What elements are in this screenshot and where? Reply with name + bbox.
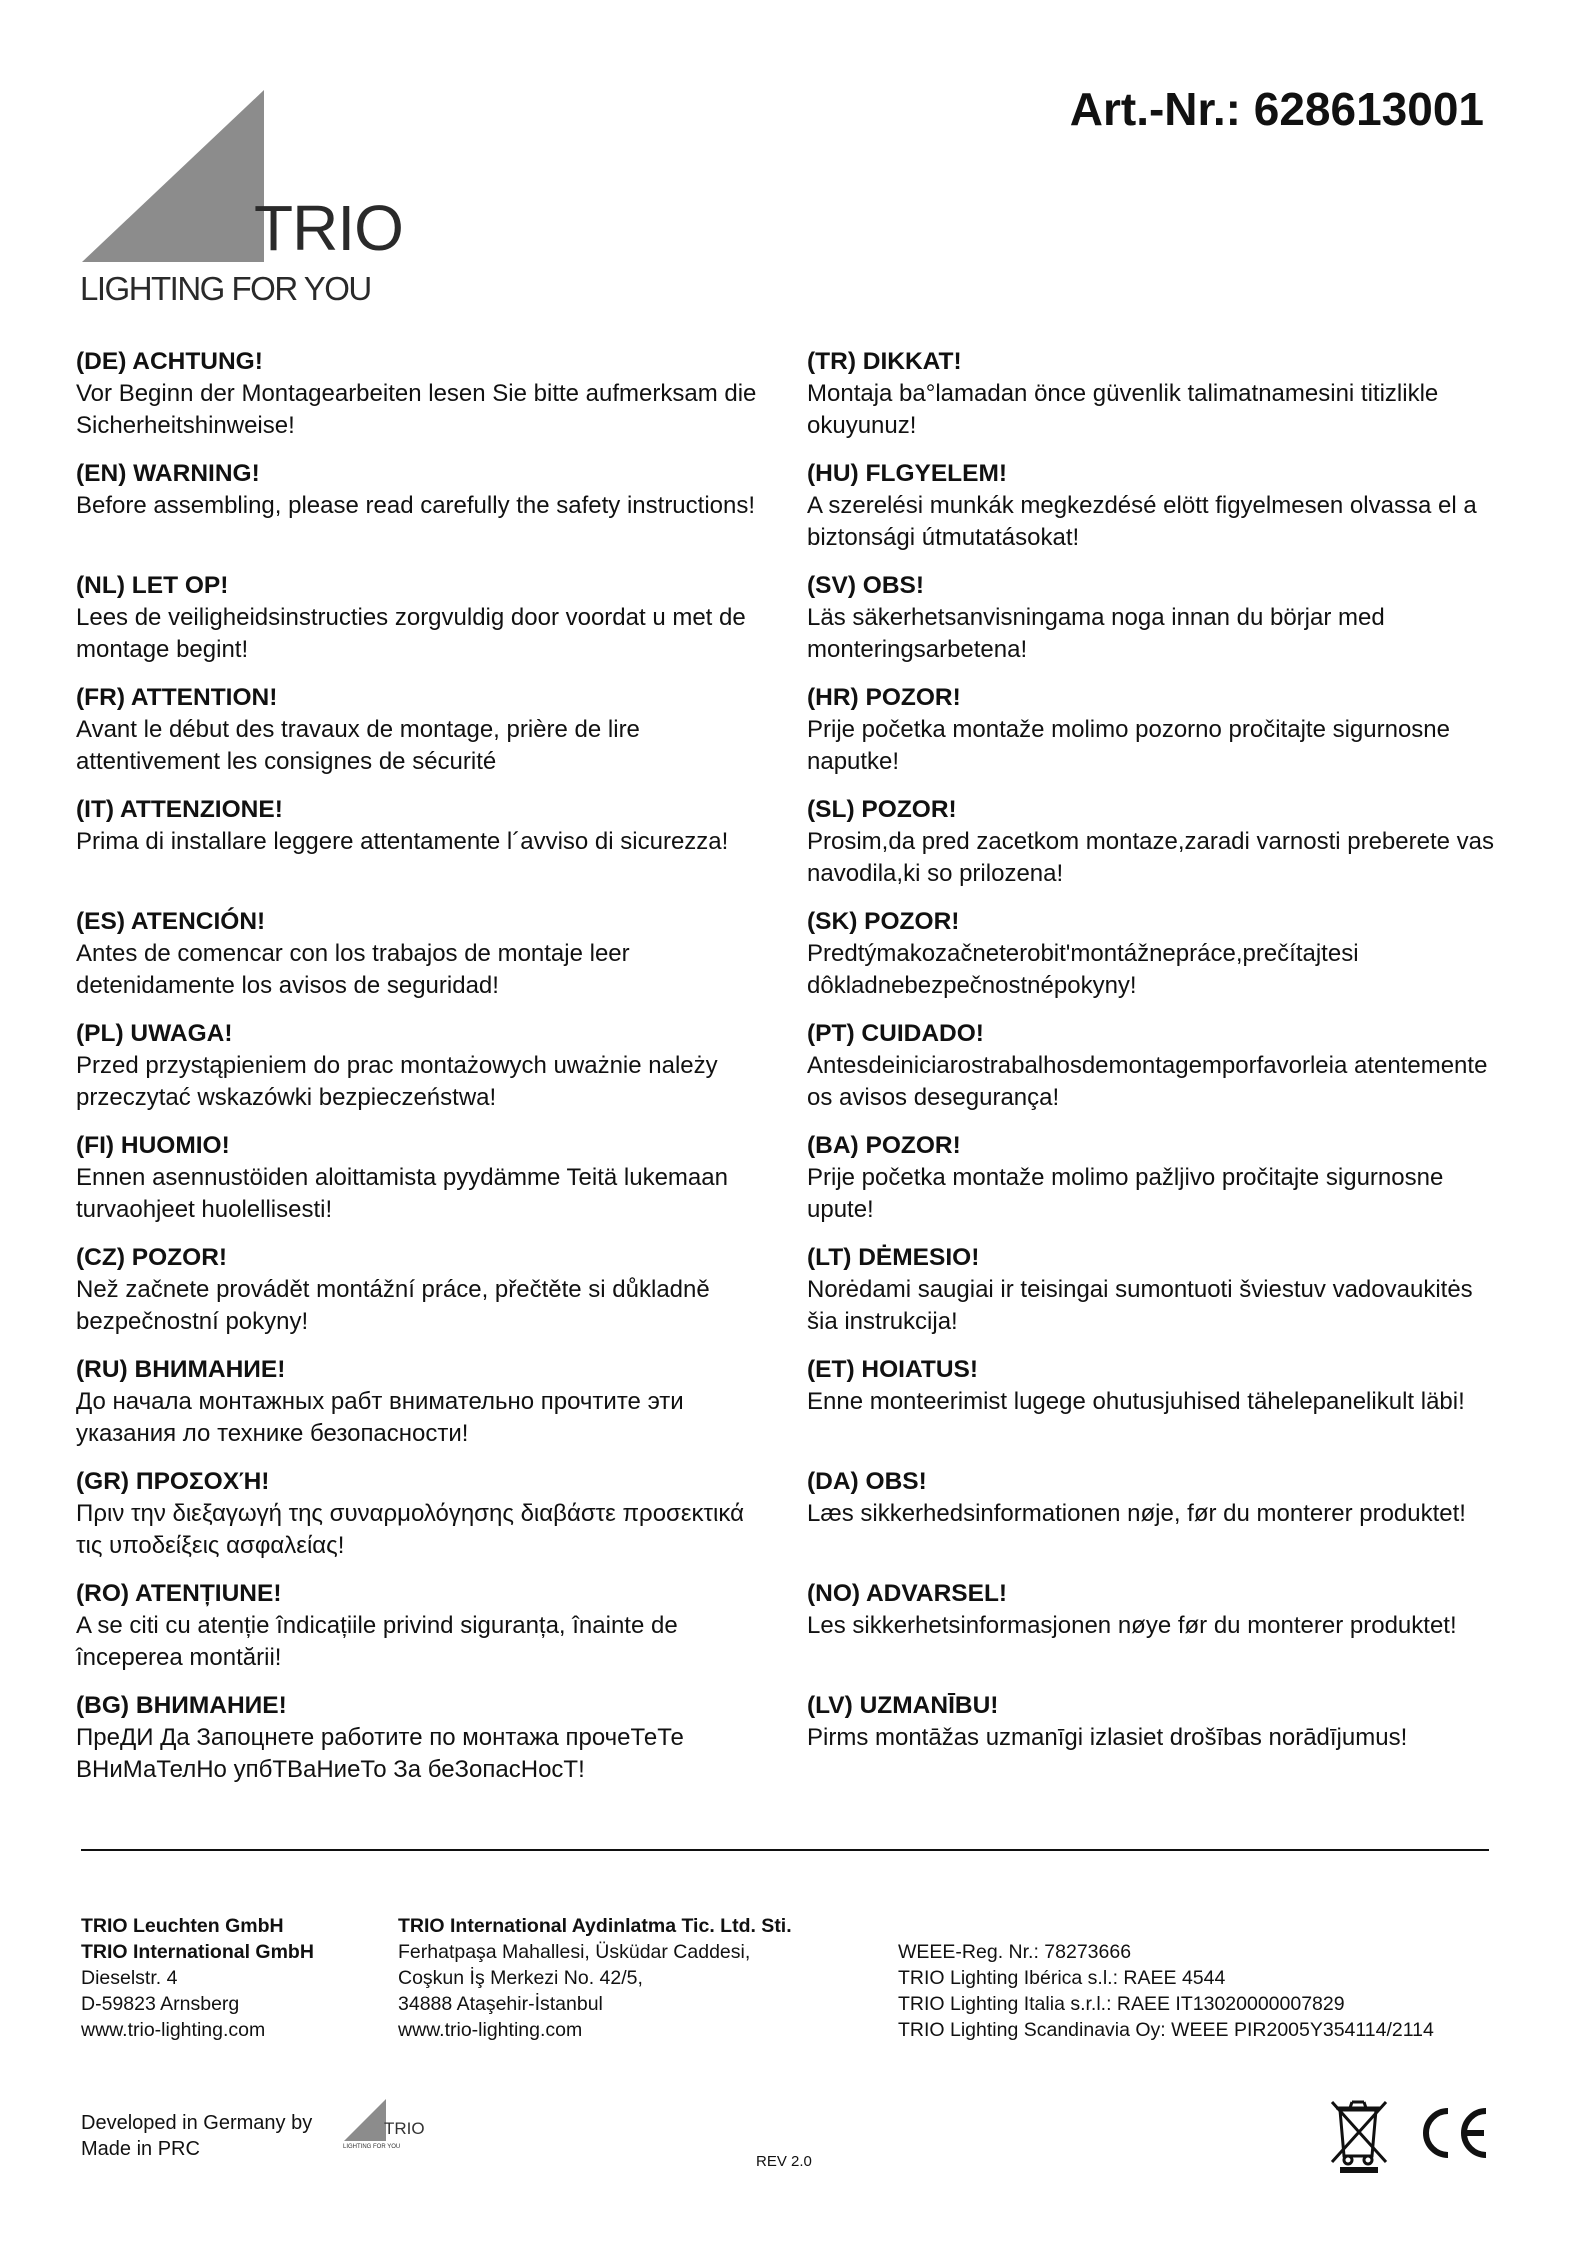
warning-text: Lees de veiligheidsinstructies zorgvuldig door voordat u met de montage begint!	[76, 604, 746, 663]
registration-line: TRIO Lighting Ibérica s.l.: RAEE 4544	[898, 1967, 1226, 1989]
company-name: TRIO International Aydinlatma Tic. Ltd. Sti.	[398, 1915, 792, 1937]
revision-label: REV 2.0	[756, 2153, 812, 2170]
warning-text: Montaja ba°lamadan önce güvenlik talimatnamesini titizlikle okuyunuz!	[807, 380, 1439, 439]
warning-block	[807, 794, 1507, 906]
website: www.trio-lighting.com	[398, 2019, 583, 2041]
footer-registration-numbers	[898, 1939, 1434, 2043]
warning-block	[807, 1242, 1507, 1354]
warning-text: Przed przystąpieniem do prac montażowych uważnie należy przeczytać wskazówki bezpieczeństwa!	[76, 1052, 718, 1111]
small-logo-tagline: LIGHTING FOR YOU	[343, 2144, 401, 2150]
warning-text: Norėdami saugiai ir teisingai sumontuoti šviestuv vadovaukitės šia instrukcija!	[807, 1276, 1473, 1335]
logo-tagline: LIGHTING FOR YOU	[80, 270, 371, 307]
warning-block	[807, 1690, 1507, 1802]
warning-block	[76, 1578, 776, 1690]
website: www.trio-lighting.com	[81, 2019, 266, 2041]
warning-heading: (EN) WARNING!	[76, 460, 260, 487]
warning-heading: (FI) HUOMIO!	[76, 1132, 230, 1159]
warning-block	[807, 1466, 1507, 1578]
warning-heading: (DE) ACHTUNG!	[76, 348, 263, 375]
made-text: Made in PRC	[81, 2138, 200, 2160]
warning-block	[76, 1466, 776, 1578]
footer-divider	[81, 1849, 1489, 1851]
warning-text: Πριν την διεξαγωγή της συναρμολόγησης διαβάστε προσεκτικά τις υποδείξεις ασφαλείας!	[76, 1500, 744, 1559]
address-line: Coşkun İş Merkezi No. 42/5,	[398, 1967, 643, 1989]
article-number: Art.-Nr.: 628613001	[1069, 83, 1484, 135]
warning-heading: (BG) ВНИМАНИЕ!	[76, 1692, 287, 1719]
warning-text: Prima di installare leggere attentamente l´avviso di sicurezza!	[76, 828, 729, 855]
warning-text: Antesdeiniciarostrabalhosdemontagemporfavorleia atentemente os avisos desegurança!	[807, 1052, 1488, 1111]
warning-heading: (RO) ATENȚIUNE!	[76, 1580, 282, 1607]
warning-heading: (PL) UWAGA!	[76, 1020, 233, 1047]
warning-text: Prije početka montaže molimo pažljivo pročitajte sigurnosne upute!	[807, 1164, 1444, 1223]
registration-line: TRIO Lighting Scandinavia Oy: WEEE PIR2005Y354114/2114	[898, 2019, 1434, 2041]
ce-mark-icon	[1416, 2106, 1492, 2160]
warning-heading: (BA) POZOR!	[807, 1132, 961, 1159]
footer-address-turkey	[398, 1913, 792, 2043]
trio-logo	[78, 86, 403, 316]
warning-block	[76, 1018, 776, 1130]
warning-text: Vor Beginn der Montagearbeiten lesen Sie bitte aufmerksam die Sicherheitshinweise!	[76, 380, 757, 439]
footer-address-germany	[81, 1913, 314, 2043]
registration-line: TRIO Lighting Italia s.r.l.: RAEE IT13020000007829	[898, 1993, 1345, 2015]
warnings-right-column	[807, 346, 1507, 1802]
company-name: TRIO Leuchten GmbH	[81, 1915, 284, 1937]
warning-text: Prosim,da pred zacetkom montaze,zaradi varnosti preberete vas navodila,ki so prilozena!	[807, 828, 1494, 887]
warning-heading: (SV) OBS!	[807, 572, 925, 599]
warning-text: Avant le début des travaux de montage, prière de lire attentivement les consignes de sécurité	[76, 716, 640, 775]
warning-text: Læs sikkerhedsinformationen nøje, før du monterer produktet!	[807, 1500, 1466, 1527]
small-logo-triangle-icon	[340, 2097, 390, 2145]
warning-text: Prije početka montaže molimo pozorno pročitajte sigurnosne naputke!	[807, 716, 1450, 775]
warning-text: Predtýmakozačneterobit'montážnepráce,prečítajtesi dôkladnebezpečnostnépokyny!	[807, 940, 1359, 999]
small-logo-brand: TRIO	[384, 2119, 425, 2138]
warning-heading: (LT) DĖMESIO!	[807, 1244, 980, 1271]
warning-block	[807, 1578, 1507, 1690]
warning-heading: (ES) ATENCIÓN!	[76, 908, 266, 935]
logo-brand: TRIO	[254, 192, 403, 264]
warning-block	[76, 906, 776, 1018]
warning-text: Než začnete provádět montážní práce, přečtěte si důkladně bezpečnostní pokyny!	[76, 1276, 710, 1335]
warning-text: Läs säkerhetsanvisningama noga innan du börjar med monteringsarbetena!	[807, 604, 1385, 663]
warning-block	[807, 346, 1507, 458]
origin-note	[81, 2110, 312, 2162]
warning-heading: (GR) ΠΡΟΣΟΧΉ!	[76, 1468, 270, 1495]
warning-heading: (IT) ATTENZIONE!	[76, 796, 283, 823]
warning-block	[807, 1018, 1507, 1130]
warning-block	[76, 1690, 776, 1802]
address-line: Ferhatpaşa Mahallesi, Üsküdar Caddesi,	[398, 1941, 751, 1963]
warning-text: ПреДИ Да Запоцнете работите по монтажа прочеТеТе ВНиМаТелНо упбТВаНиеТо За беЗопасНосТ!	[76, 1724, 684, 1783]
warning-block	[76, 570, 776, 682]
logo-triangle-icon	[78, 86, 268, 266]
warning-text: До начала монтажных рабт внимательно прочтите эти указания ло технике безопасности!	[76, 1388, 684, 1447]
warning-text: A se citi cu atenție îndicațiile privind siguranța, înainte de începerea montării!	[76, 1612, 678, 1671]
company-name: TRIO International GmbH	[81, 1941, 314, 1963]
warning-text: A szerelési munkák megkezdésé elött figyelmesen olvassa el a biztonsági útmutatásokat!	[807, 492, 1477, 551]
warning-heading: (NL) LET OP!	[76, 572, 229, 599]
warning-block	[807, 570, 1507, 682]
warning-text: Les sikkerhetsinformasjonen nøye før du monterer produktet!	[807, 1612, 1457, 1639]
street: Dieselstr. 4	[81, 1967, 178, 1989]
warning-text: Ennen asennustöiden aloittamista pyydämme Teitä lukemaan turvaohjeet huolellisesti!	[76, 1164, 728, 1223]
warning-block	[807, 458, 1507, 570]
warning-heading: (NO) ADVARSEL!	[807, 1580, 1008, 1607]
warning-heading: (SL) POZOR!	[807, 796, 957, 823]
warning-block	[76, 794, 776, 906]
warning-heading: (DA) OBS!	[807, 1468, 927, 1495]
warning-block	[807, 1354, 1507, 1466]
weee-crossed-bin-icon	[1328, 2098, 1390, 2174]
warning-text: Before assembling, please read carefully the safety instructions!	[76, 492, 756, 519]
warning-heading: (FR) ATTENTION!	[76, 684, 278, 711]
warning-block	[807, 906, 1507, 1018]
warning-text: Enne monteerimist lugege ohutusjuhised tähelepanelikult läbi!	[807, 1388, 1465, 1415]
warning-heading: (HU) FLGYELEM!	[807, 460, 1008, 487]
warning-block	[76, 1354, 776, 1466]
warning-heading: (CZ) POZOR!	[76, 1244, 228, 1271]
city: D-59823 Arnsberg	[81, 1993, 240, 2015]
small-trio-logo	[340, 2097, 425, 2157]
warning-block	[807, 682, 1507, 794]
warning-heading: (ET) HOIATUS!	[807, 1356, 979, 1383]
warning-block	[76, 1130, 776, 1242]
warning-heading: (LV) UZMANĪBU!	[807, 1692, 999, 1719]
warning-block	[807, 1130, 1507, 1242]
registration-line: WEEE-Reg. Nr.: 78273666	[898, 1941, 1132, 1963]
warning-block	[76, 458, 776, 570]
warnings-left-column	[76, 346, 776, 1802]
warning-heading: (HR) POZOR!	[807, 684, 961, 711]
warning-block	[76, 1242, 776, 1354]
warning-heading: (PT) CUIDADO!	[807, 1020, 984, 1047]
warning-heading: (RU) ВНИМАНИЕ!	[76, 1356, 286, 1383]
warning-block	[76, 346, 776, 458]
warning-heading: (TR) DIKKAT!	[807, 348, 962, 375]
warning-text: Antes de comencar con los trabajos de montaje leer detenidamente los avisos de seguridad!	[76, 940, 630, 999]
warning-text: Pirms montāžas uzmanīgi izlasiet drošības norādījumus!	[807, 1724, 1408, 1751]
warning-block	[76, 682, 776, 794]
address-line: 34888 Ataşehir-İstanbul	[398, 1993, 603, 2015]
developed-text: Developed in Germany by	[81, 2112, 313, 2134]
warning-heading: (SK) POZOR!	[807, 908, 960, 935]
